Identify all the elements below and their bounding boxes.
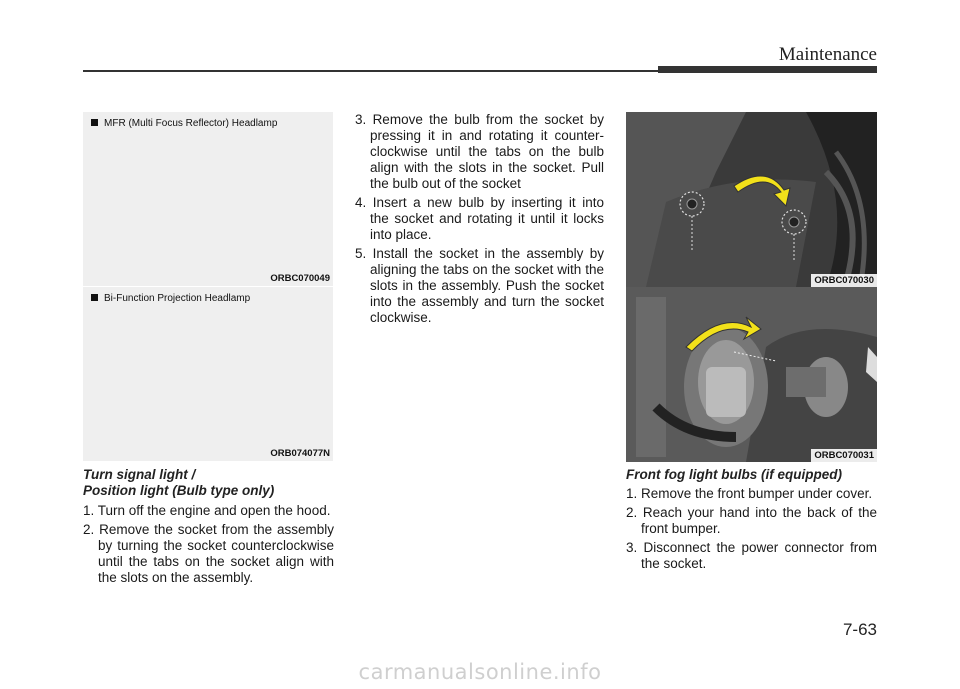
page-number: 7-63: [842, 620, 877, 639]
photo-code: ORBC070030: [811, 274, 877, 287]
step-item: 4. Insert a new bulb by inserting it into the socket and rotating it until it locks into place.: [355, 195, 604, 242]
header-rule-thin: [83, 70, 658, 72]
photo-code: ORBC070031: [811, 449, 877, 462]
turn-signal-heading: Turn signal light / Position light (Bulb type only): [83, 467, 275, 498]
step-item: 5. Install the socket in the assembly by aligning the tabs on the socket with the slots in the assembly. Push the socket into the assembly and turn the socket clockwise.: [355, 246, 604, 325]
figure-code: ORBC070049: [270, 273, 330, 284]
step-item: 3. Remove the bulb from the socket by pressing it in and rotating it counter-clockwise until the tabs on the bulb align with the slots in the socket. Pull the bulb out of the socket: [355, 112, 604, 191]
figure-code: ORB074077N: [270, 448, 330, 459]
watermark: carmanualsonline.info: [358, 660, 602, 684]
photo-fog-bulb: [626, 287, 877, 462]
turn-signal-steps: [83, 503, 334, 589]
step-item: 2. Reach your hand into the back of the front bumper.: [626, 505, 877, 536]
step-item: 1. Remove the front bumper under cover.: [626, 486, 873, 501]
section-title: Maintenance: [778, 44, 877, 65]
figure-caption: Bi-Function Projection Headlamp: [91, 293, 250, 304]
figure-mfr-headlamp: [83, 112, 333, 286]
photo-fog-cover: [626, 112, 877, 287]
fog-light-steps: [626, 486, 877, 575]
figure-caption: MFR (Multi Focus Reflector) Headlamp: [91, 118, 277, 129]
step-item: 1. Turn off the engine and open the hood.: [83, 503, 331, 518]
square-bullet-icon: [91, 294, 98, 301]
headlamp-bulb-steps: [355, 112, 604, 329]
fog-light-heading: Front fog light bulbs (if equipped): [626, 467, 842, 482]
step-item: 2. Remove the socket from the assembly by turning the socket counterclockwise until the tabs on the socket align with the slots on the assembly.: [83, 522, 334, 585]
step-item: 3. Disconnect the power connector from the socket.: [626, 540, 877, 571]
square-bullet-icon: [91, 119, 98, 126]
header-rule-thick: [658, 66, 877, 73]
figure-bi-function-headlamp: [83, 287, 333, 461]
